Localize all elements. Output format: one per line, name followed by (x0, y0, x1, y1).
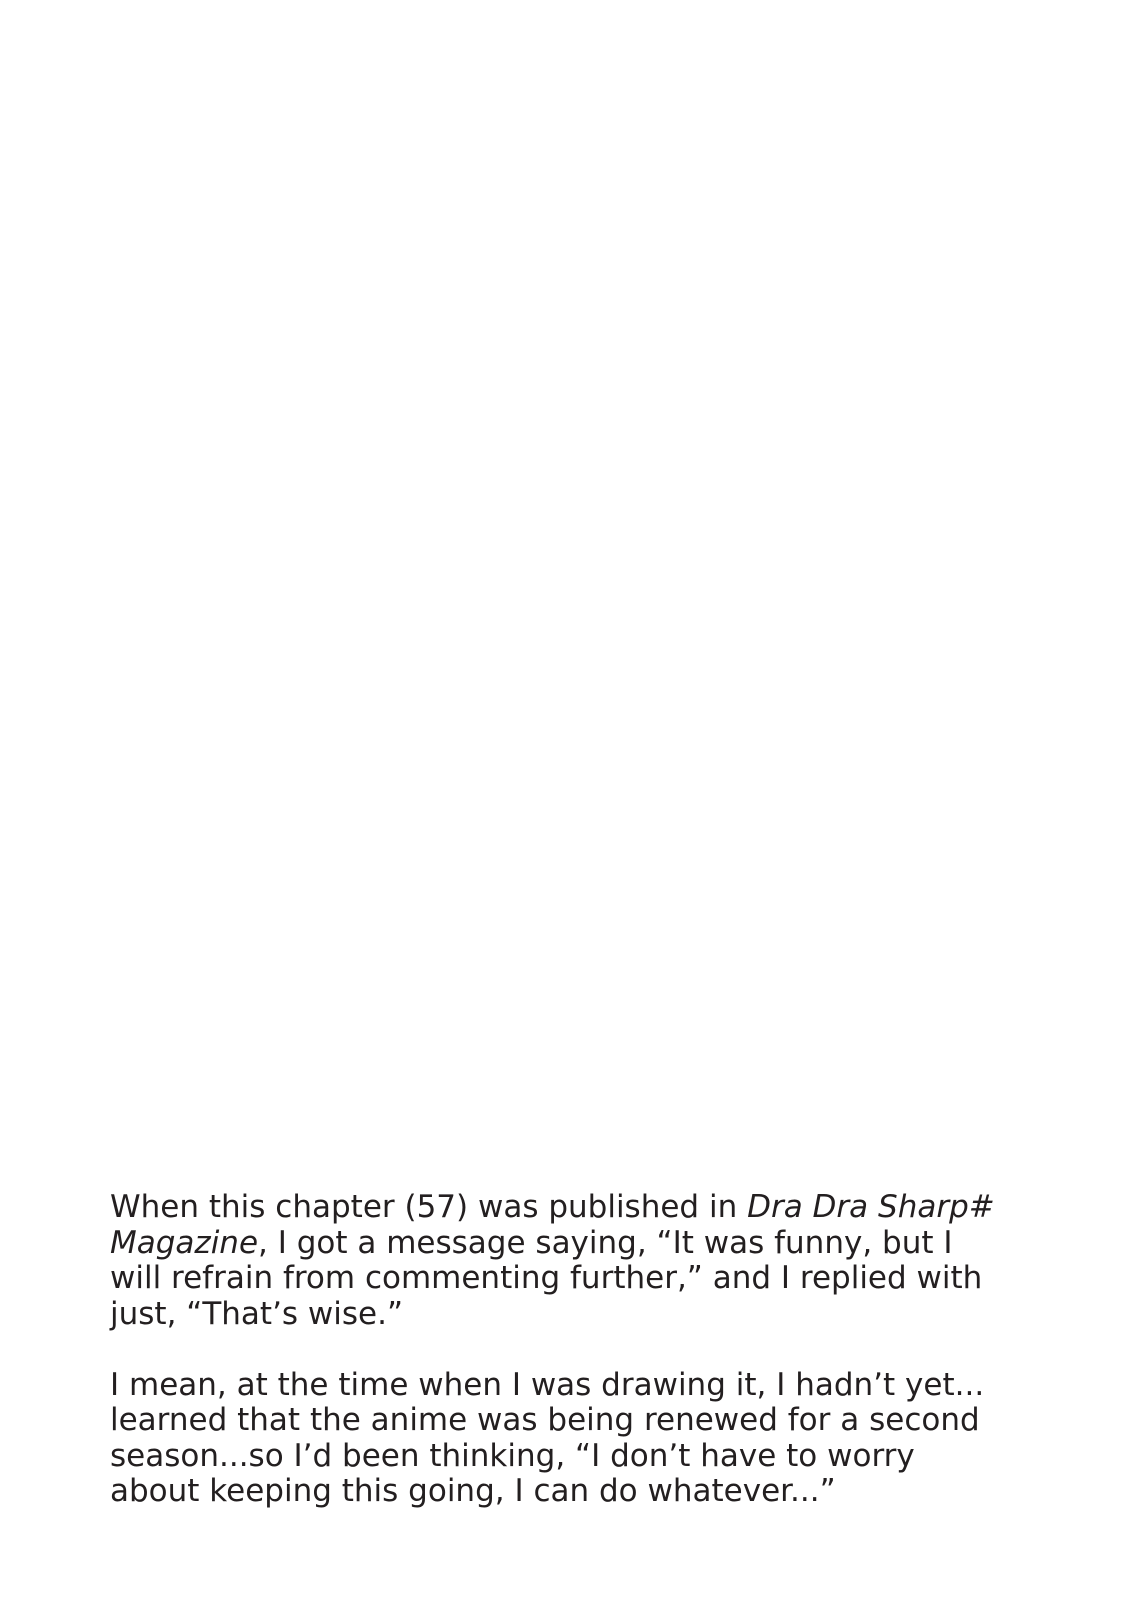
paragraph-1-line-4: just, “That’s wise.” (110, 1295, 404, 1332)
paragraph-2-line-4: about keeping this going, I can do whatever...” (110, 1473, 836, 1509)
paragraph-2-line-2: learned that the anime was being renewed for a second (110, 1402, 980, 1438)
paragraph-2-line-3: season...so I’d been thinking, “I don’t have to worry (110, 1437, 915, 1474)
magazine-title-part-1: Dra Dra Sharp# (747, 1189, 995, 1225)
paragraph-1-line-3: will refrain from commenting further,” and I replied with (110, 1260, 983, 1296)
paragraph-1-line-2-text: , I got a message saying, “It was funny, but I (258, 1224, 953, 1261)
magazine-title-part-2: Magazine (110, 1224, 259, 1261)
paragraph-1 (110, 1190, 1050, 1332)
paragraph-2-line-1: I mean, at the time when I was drawing it, I hadn’t yet... (110, 1366, 985, 1403)
paragraph-2 (110, 1368, 1050, 1510)
paragraph-1-line-2 (110, 1226, 1050, 1262)
paragraph-1-line-1-text: When this chapter (57) was published in (110, 1189, 748, 1225)
afterword-note (110, 1190, 1050, 1510)
paragraph-1-line-1 (110, 1190, 1050, 1226)
